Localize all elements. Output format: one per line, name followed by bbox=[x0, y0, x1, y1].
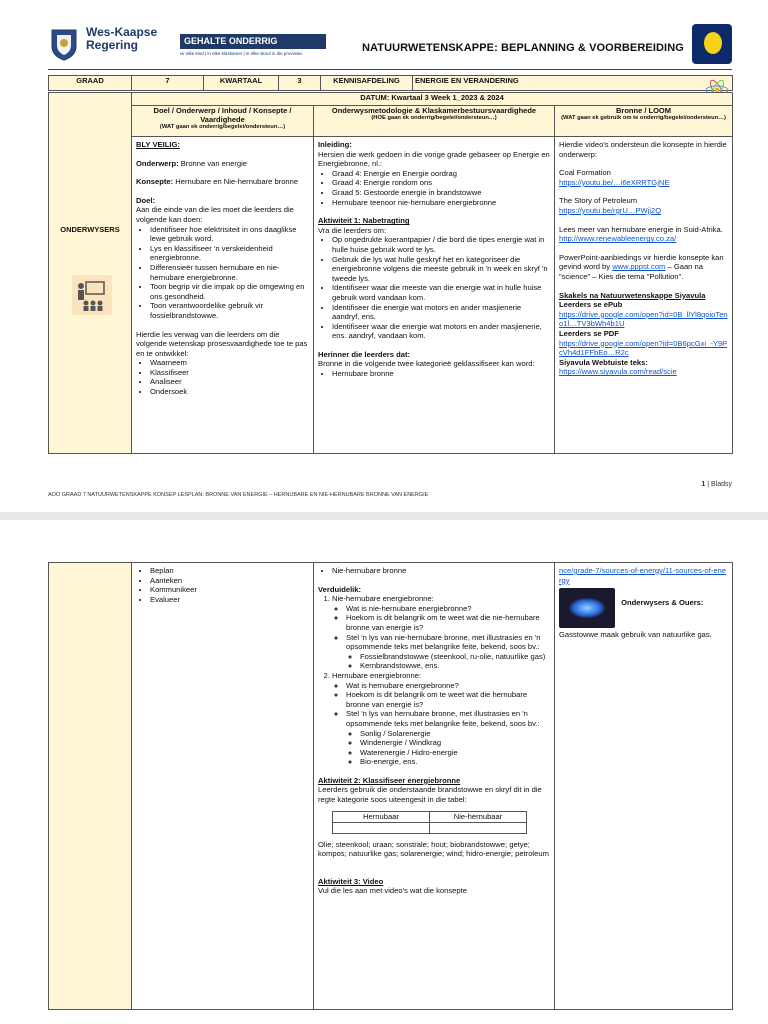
list-item: • Hernubare bronne bbox=[332, 369, 550, 379]
aktiwiteit-1-intro: Vra die leerders om: bbox=[318, 225, 387, 235]
col1-header: Doel / Onderwerp / Inhoud / Konsepte / Vaardighede (WAT gaan ek onderrig/begelei/ondersteun…) bbox=[132, 106, 314, 137]
hernubaar-header: Hernubaar bbox=[333, 811, 430, 822]
doel-heading: Doel: bbox=[136, 195, 155, 205]
nie-hernubare-examples bbox=[346, 652, 550, 671]
list-item: • Identifiseer die energie wat motors en ander masjienerie aandryf, ens. bbox=[332, 303, 550, 322]
col2-content bbox=[314, 137, 555, 454]
list-item: ◦ Wat is nie-hernubare energiebronne? bbox=[346, 604, 550, 614]
col2-header: Onderwysmetodologie & Klaskamerbestuursvaardighede (HOE gaan ek onderrig/begelei/ondersteun…) bbox=[314, 106, 555, 137]
list-item: • Evalueer bbox=[150, 595, 309, 605]
list-item: • Ondersoek bbox=[150, 387, 309, 397]
herinner-list-continued bbox=[318, 566, 550, 576]
list-item: ◦ Waterenergie / Hidro-energie bbox=[360, 748, 550, 758]
list-item: • Graad 4: Energie rondom ons bbox=[332, 178, 550, 188]
epub-link[interactable]: https://drive.google.com/open?id=0B_llYl8qoioTeno1l…TV3bWh4b1U bbox=[559, 309, 728, 329]
gehalte-onderrig-tagline: vir elke kind | in elke klaskamer | in elke skool in die provinsie. bbox=[180, 51, 304, 56]
list-item: • Hernubare teenoor nie-hernubare energiebronne bbox=[332, 198, 550, 208]
quality-badge-logo bbox=[692, 24, 732, 64]
list-item: • Waarneem bbox=[150, 358, 309, 368]
col3-header: Bronne / LOOM (WAT gaan ek gebruik om te onderrig/begelei/ondersteun…) bbox=[555, 106, 733, 137]
aktiwiteit-2-heading: Aktiwiteit 2: Klassifiseer energiebronne bbox=[318, 775, 461, 785]
list-item: ◦ Sonlig / Solarenergie bbox=[360, 729, 550, 739]
vaardighede-intro: Hierdie les verwag van die leerders om die volgende wetenskap prosesvaardighede toe te pas en te ontwikkel: bbox=[136, 329, 308, 358]
list-item: 1. Nie-hernubare energiebronne: ◦ Wat is nie-hernubare energiebronne? ◦ Hoekom is dit belangrik om te weet wat die nie-hernubare bronne van energie is? ◦ Stel 'n lys van nie-hernubare bronne, met illustrasies en 'n opsommende teks met belangrike feite, bekend, soos bv.: ◦ Fossielbrandstowwe (steenkool, ru-olie, natuurlike gas) ◦ Kernbrandstowwe, ens. bbox=[332, 594, 550, 671]
list-item: ◦ Stel 'n lys van nie-hernubare bronne, met illustrasies en 'n opsommende teks met belangrike feite, bekend, soos bv.: ◦ Fossielbrandstowwe (steenkool, ru-olie, natuurlike gas) ◦ Kernbrandstowwe, ens. bbox=[346, 633, 550, 671]
header-rule bbox=[48, 69, 732, 70]
petroleum-video-link[interactable]: https://youtu.be/rgrU…PWjj2Q bbox=[559, 205, 662, 215]
list-item: • Differensieër tussen hernubare en nie-hernubare energiebronne. bbox=[150, 263, 309, 282]
herinner-list bbox=[318, 369, 550, 379]
list-item: ◦ Hoekom is dit belangrik om te weet wat die nie-hernubare bronne van energie is? bbox=[346, 613, 550, 632]
kwartaal-value: 3 bbox=[279, 76, 321, 91]
pdf-link[interactable]: https://drive.google.com/open?id=0B6pcGxi_-Y9PcVh4d1FFbEo…R2c bbox=[559, 338, 728, 358]
lesson-content-table-continued bbox=[48, 562, 733, 1010]
kennisafdeling-value: ENERGIE EN VERANDERING bbox=[413, 76, 733, 91]
klassifiseer-tabel bbox=[332, 811, 527, 834]
list-item: • Beplan bbox=[150, 566, 309, 576]
graad-label: GRAAD bbox=[49, 76, 132, 91]
hernubare-examples bbox=[346, 729, 550, 767]
list-item: • Toon begrip vir die impak op die omgewing en ons gesondheid. bbox=[150, 282, 309, 301]
side-column bbox=[49, 93, 132, 454]
verduidelik-list bbox=[318, 594, 550, 767]
nie-hernubare-questions bbox=[332, 604, 550, 671]
page-number: 1 | Bladsy bbox=[701, 481, 732, 488]
document-title: NATUURWETENSKAPPE: BEPLANNING & VOORBEREIDING bbox=[362, 42, 684, 54]
list-item: ◦ Windenergie / Windkrag bbox=[360, 738, 550, 748]
pppst-link[interactable]: www.pppst.com bbox=[612, 262, 666, 272]
siyavula-link-continued[interactable]: nce/grade-7/sources-of-energy/11-sources-of-energy bbox=[559, 566, 727, 585]
hernubaar-cell bbox=[333, 822, 430, 833]
doel-list bbox=[136, 225, 309, 321]
info-bar bbox=[49, 76, 733, 91]
list-item: • Klassifiseer bbox=[150, 368, 309, 378]
inleiding-text: Hersien die werk gedoen in die vorige grade gebaseer op Energie en Energiebronne, nl.: bbox=[318, 149, 550, 169]
page-2 bbox=[0, 520, 768, 1024]
col2-content bbox=[314, 563, 555, 1010]
onderwerp: Onderwerp: Bronne van energie bbox=[136, 158, 248, 168]
bronne-intro: Hierdie video's ondersteun die konsepte in hierdie onderwerp: bbox=[559, 140, 727, 159]
verduidelik-heading: Verduidelik: bbox=[318, 584, 362, 594]
kennisafdeling-label: KENNISAFDELING bbox=[321, 76, 413, 91]
konsepte: Konsepte: Hernubare en Nie-hernubare bronne bbox=[136, 177, 299, 187]
vaardighede-list-continued bbox=[136, 566, 309, 604]
lees-meer-text: Lees meer van hernubare energie in Suid-Afrika. bbox=[559, 224, 723, 234]
list-item: ◦ Bio-energie, ens. bbox=[360, 757, 550, 767]
list-item: ◦ Kernbrandstowwe, ens. bbox=[360, 661, 550, 671]
doel-intro: Aan die einde van die les moet die leerders die volgende kan doen: bbox=[136, 205, 294, 224]
inleiding-list bbox=[318, 169, 550, 207]
kwartaal-label: KWARTAAL bbox=[204, 76, 279, 91]
document-header bbox=[48, 24, 732, 68]
lesson-content-table bbox=[48, 92, 733, 454]
list-item: • Graad 4: Energie en Energie oordrag bbox=[332, 169, 550, 179]
col1-content bbox=[132, 137, 314, 454]
graad-value: 7 bbox=[132, 76, 204, 91]
side-column bbox=[49, 563, 132, 1010]
vaardighede-list bbox=[136, 358, 309, 396]
herinner-text: Bronne in die volgende twee kategorieë geklassifiseer kan word: bbox=[318, 359, 535, 369]
siyavula-link[interactable]: https://www.siyavula.com/read/scie bbox=[559, 367, 677, 377]
powerpoint-text: PowerPoint-aanbiedings vir hierdie konsepte kan gevind word by www.pppst.com – Gaan na "science" – Kies die tema "Pollution". bbox=[559, 252, 724, 281]
webtuiste-label: Siyavula Webtuiste teks: bbox=[559, 357, 648, 367]
list-item: • Analiseer bbox=[150, 377, 309, 387]
list-item: • Toon verantwoordelike gebruik vir fossielbrandstowwe. bbox=[150, 301, 309, 320]
aktiwiteit-3-text: Vul die les aan met video's wat die konsepte bbox=[318, 886, 467, 896]
onderwysers-label: ONDERWYSERS bbox=[60, 225, 120, 234]
bly-veilig-heading: BLY VEILIG: bbox=[136, 140, 180, 149]
aktiwiteit-1-list bbox=[318, 235, 550, 341]
list-item: • Aanteken bbox=[150, 576, 309, 586]
list-item: • Gebruik die lys wat hulle geskryf het en kategoriseer die energiebronne volgens die meeste gebruik in 'n week en skryf 'n tweede lys. bbox=[332, 255, 550, 284]
list-item: ◦ Hoekom is dit belangrik om te weet wat die hernubare bronne van energie is? bbox=[346, 690, 550, 709]
list-item: • Identifiseer waar die meeste van die energie wat in hulle huise gebruik word vandaan kom. bbox=[332, 283, 550, 302]
inleiding-heading: Inleiding: bbox=[318, 140, 352, 149]
logo-text: Wes-Kaapse Regering bbox=[86, 25, 158, 52]
list-item: ◦ Fossielbrandstowwe (steenkool, ru-olie, natuurlike gas) bbox=[360, 652, 550, 662]
lesson-plan-table bbox=[48, 75, 733, 91]
datum-row: DATUM: Kwartaal 3 Week 1_2023 & 2024 bbox=[132, 93, 733, 106]
list-item: ◦ Stel 'n lys van hernubare bronne, met illustrasies en 'n opsommende teks met belangrike feite, bekend, soos bv.: ◦ Sonlig / Solarenergie ◦ Windenergie / Windkrag ◦ Waterenergie / Hidro-energie ◦ Bio-energie, ens. bbox=[346, 709, 550, 767]
aktiwiteit-1-heading: Aktiwiteit 1: Nabetragting bbox=[318, 216, 410, 226]
skakels-heading: Skakels na Natuurwetenskappe Siyavula bbox=[559, 290, 706, 300]
coal-video-title: Coal Formation bbox=[559, 168, 611, 178]
gehalte-onderrig-banner: GEHALTE ONDERRIG bbox=[180, 34, 326, 49]
coal-video-link[interactable]: https://youtu.be/…i6eXRRTGjNE bbox=[559, 177, 670, 187]
list-item: • Lys en klassifiseer 'n verskeidenheid energiebronne. bbox=[150, 244, 309, 263]
hernubare-questions bbox=[332, 681, 550, 767]
teacher-icon bbox=[72, 275, 112, 315]
nie-hernubaar-header: Nie-hernubaar bbox=[430, 811, 527, 822]
petroleum-video-title: The Story of Petroleum bbox=[559, 196, 638, 206]
list-item: • Identifiseer hoe elektrisiteit in ons daaglikse lewe gebruik word. bbox=[150, 225, 309, 244]
epub-label: Leerders se ePub bbox=[559, 300, 623, 310]
list-item: ◦ Wat is hernubare energiebronne? bbox=[346, 681, 550, 691]
aktiwiteit-2-text: Leerders gebruik die onderstaande brandstowwe en skryf dit in die regte kategorie soos uiteengesit in die tabel: bbox=[318, 785, 542, 805]
nie-hernubaar-cell bbox=[430, 822, 527, 833]
col1-content bbox=[132, 563, 314, 1010]
coat-of-arms-logo bbox=[48, 26, 80, 62]
pdf-label: Leerders se PDF bbox=[559, 328, 619, 338]
gas-flame-image bbox=[559, 588, 615, 628]
aktiwiteit-3-heading: Aktiwiteit 3: Video bbox=[318, 876, 384, 886]
col3-content bbox=[555, 563, 733, 1010]
herinner-heading: Herinner die leerders dat: bbox=[318, 349, 411, 359]
renewable-energy-link[interactable]: http://www.renewableenergy.co.za/ bbox=[559, 234, 677, 244]
gasstowwe-text: Gasstowwe maak gebruik van natuurlike gas. bbox=[559, 630, 712, 640]
col3-content bbox=[555, 137, 733, 454]
list-item: • Identifiseer waar die energie wat motors en ander masjienerie, ens. aandryf, vandaan kom. bbox=[332, 322, 550, 341]
list-item: • Nie-hernubare bronne bbox=[332, 566, 550, 576]
list-item: 2. Hernubare energiebronne: ◦ Wat is hernubare energiebronne? ◦ Hoekom is dit belangrik om te weet wat die hernubare bronne van energie is? ◦ Stel 'n lys van hernubare bronne, met illustrasies en 'n opsommende teks met belangrike feite, bekend, soos bv.: ◦ Sonlig / Solarenergie ◦ Windenergie / Windkrag ◦ Waterenergie / Hidro-energie ◦ Bio-energie, ens. bbox=[332, 671, 550, 767]
page-footer: AOO GRAAD 7 NATUURWETENSKAPPE KONSEP LESPLAN: BRONNE VAN ENERGIE – HERNUBARE EN NIE-HERNUBARE BRONNE VAN ENERGIE bbox=[48, 492, 429, 498]
brandstowwe-lys: Olie; steenkool; uraan; sonstrale; hout; biobrandstowwe; getye; kompos; natuurlike gas; solarenergie; wind; hidro-energie; petroleum bbox=[318, 839, 549, 859]
onderwysers-ouers-label: Onderwysers & Ouers: bbox=[621, 598, 704, 608]
list-item: • Kommunikeer bbox=[150, 585, 309, 595]
list-item: • Op ongedrukte koerantpapier / die bord die tipes energie wat in hulle huise gebruik word te lys. bbox=[332, 235, 550, 254]
list-item: • Graad 5: Gestoorde energie in brandstowwe bbox=[332, 188, 550, 198]
